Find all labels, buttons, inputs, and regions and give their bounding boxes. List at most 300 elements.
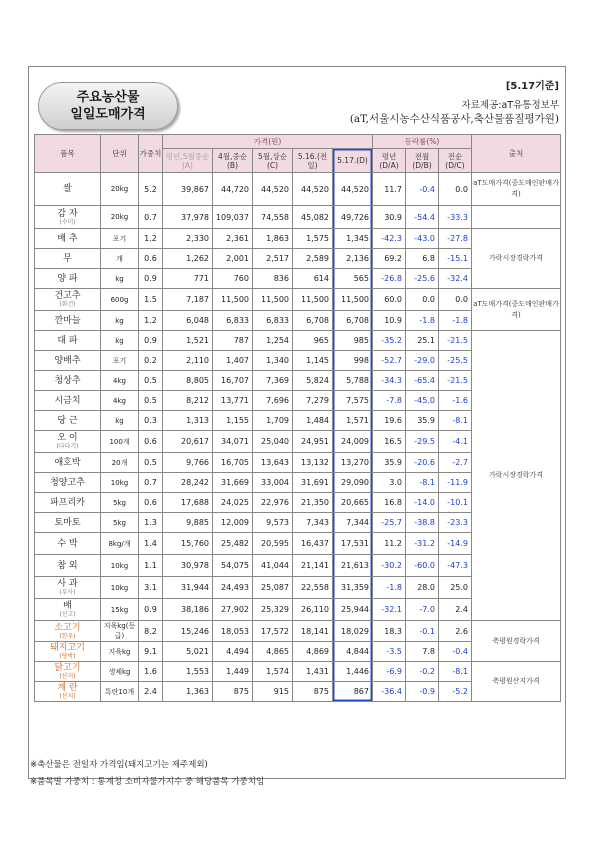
price-d-cell: 2,136	[333, 249, 373, 269]
price-c-cell: 7,696	[253, 391, 293, 411]
item-name-cell	[35, 533, 101, 555]
item-variety: (탕박)	[59, 653, 76, 660]
table-row	[35, 173, 561, 206]
price-prev-cell: 13,132	[293, 453, 333, 473]
price-d-cell: 13,270	[333, 453, 373, 473]
price-a-cell: 7,187	[163, 289, 213, 311]
change-da-cell: 60.0	[373, 289, 406, 311]
price-b-cell: 12,009	[213, 513, 253, 533]
unit-cell: kg	[101, 411, 139, 431]
price-a-cell: 2,330	[163, 229, 213, 249]
price-c-cell: 7,369	[253, 371, 293, 391]
weight-cell: 1.5	[139, 289, 163, 311]
price-prev-cell: 45,082	[293, 206, 333, 229]
source-line1: 자료제공:aT유통정보부	[461, 100, 559, 111]
change-db-cell: -29.0	[406, 351, 439, 371]
change-da-cell: -25.7	[373, 513, 406, 533]
price-prev-cell: 4,869	[293, 642, 333, 662]
price-a-cell: 8,805	[163, 371, 213, 391]
change-da-cell: 18.3	[373, 621, 406, 642]
change-dc-cell: -10.1	[439, 493, 472, 513]
change-db-cell: -54.4	[406, 206, 439, 229]
item-name: 애호박	[54, 457, 81, 468]
change-da-cell: 16.8	[373, 493, 406, 513]
table-row	[35, 662, 561, 682]
price-a-cell: 30,978	[163, 555, 213, 577]
price-d-cell: 29,090	[333, 473, 373, 493]
change-dc-cell: 2.6	[439, 621, 472, 642]
price-a-cell: 15,760	[163, 533, 213, 555]
item-name: 감 자	[57, 208, 78, 219]
weight-cell: 0.5	[139, 371, 163, 391]
change-db-cell: -29.5	[406, 431, 439, 453]
change-db-cell: 25.1	[406, 331, 439, 351]
price-d-cell: 998	[333, 351, 373, 371]
weight-cell: 0.6	[139, 249, 163, 269]
change-dc-cell: -25.5	[439, 351, 472, 371]
unit-cell: 20kg	[101, 206, 139, 229]
change-dc-cell: 0.0	[439, 173, 472, 206]
unit-cell: 10kg	[101, 473, 139, 493]
change-db-cell: 7.8	[406, 642, 439, 662]
change-dc-cell: -1.8	[439, 311, 472, 331]
item-name-cell	[35, 473, 101, 493]
change-dc-cell: -14.9	[439, 533, 472, 555]
weight-cell: 1.2	[139, 229, 163, 249]
change-db-cell: -0.4	[406, 173, 439, 206]
item-name: 닭고기	[54, 663, 81, 673]
price-d-cell: 867	[333, 682, 373, 702]
change-da-cell: 10.9	[373, 311, 406, 331]
change-da-cell: -36.4	[373, 682, 406, 702]
price-d-cell: 985	[333, 331, 373, 351]
change-dc-cell: -21.5	[439, 371, 472, 391]
price-b-cell: 1,407	[213, 351, 253, 371]
price-d-cell: 18,029	[333, 621, 373, 642]
header-d: 5.17.(D)	[333, 149, 373, 173]
item-name-cell	[35, 577, 101, 599]
item-name-cell	[35, 391, 101, 411]
item-name-cell	[35, 173, 101, 206]
change-dc-cell: -27.8	[439, 229, 472, 249]
price-c-cell: 22,976	[253, 493, 293, 513]
price-b-cell: 16,705	[213, 453, 253, 473]
price-d-cell: 5,788	[333, 371, 373, 391]
item-name-cell	[35, 289, 101, 311]
item-name: 청상추	[54, 375, 81, 386]
price-d-cell: 49,726	[333, 206, 373, 229]
change-db-cell: 35.9	[406, 411, 439, 431]
weight-cell: 0.7	[139, 473, 163, 493]
price-prev-cell: 26,110	[293, 599, 333, 621]
item-name: 사 과	[57, 579, 78, 589]
price-b-cell: 18,053	[213, 621, 253, 642]
price-prev-cell: 6,708	[293, 311, 333, 331]
source-cell: 축평원경락가격	[472, 621, 561, 662]
price-b-cell: 13,771	[213, 391, 253, 411]
item-name-cell	[35, 249, 101, 269]
item-name-cell	[35, 662, 101, 682]
item-name-cell	[35, 206, 101, 229]
price-c-cell: 2,517	[253, 249, 293, 269]
change-db-cell: -31.2	[406, 533, 439, 555]
change-da-cell: 16.5	[373, 431, 406, 453]
item-name-cell	[35, 431, 101, 453]
item-name: 수 박	[57, 538, 78, 549]
unit-cell: 10kg	[101, 555, 139, 577]
source-cell: 가락시장경락가격	[472, 229, 561, 289]
title-line1: 주요농산물	[76, 90, 140, 105]
unit-cell: 10kg	[101, 577, 139, 599]
item-variety: (산지)	[59, 693, 76, 700]
unit-cell: 지육kg	[101, 642, 139, 662]
unit-cell: 5kg	[101, 493, 139, 513]
price-prev-cell: 31,691	[293, 473, 333, 493]
item-name: 양 파	[57, 273, 78, 284]
item-name: 참 외	[57, 560, 78, 571]
price-a-cell: 20,617	[163, 431, 213, 453]
header-dc: 전순(D/C)	[439, 149, 472, 173]
price-c-cell: 1,254	[253, 331, 293, 351]
change-dc-cell: -23.3	[439, 513, 472, 533]
price-prev-cell: 1,145	[293, 351, 333, 371]
price-d-cell: 21,613	[333, 555, 373, 577]
change-dc-cell: -15.1	[439, 249, 472, 269]
change-da-cell: -6.9	[373, 662, 406, 682]
price-table	[34, 134, 561, 702]
change-db-cell: 6.8	[406, 249, 439, 269]
unit-cell: kg	[101, 311, 139, 331]
unit-cell: 지육kg(등급)	[101, 621, 139, 642]
price-a-cell: 39,867	[163, 173, 213, 206]
change-db-cell: -14.0	[406, 493, 439, 513]
item-name-cell	[35, 642, 101, 662]
price-c-cell: 11,500	[253, 289, 293, 311]
unit-cell: 600g	[101, 289, 139, 311]
change-da-cell: -34.3	[373, 371, 406, 391]
item-name-cell	[35, 311, 101, 331]
weight-cell: 0.9	[139, 331, 163, 351]
change-da-cell: 11.7	[373, 173, 406, 206]
change-dc-cell: -0.4	[439, 642, 472, 662]
note-weight: ※품목별 가중치 : 통계청 소비자물가지수 중 해당품목 가중치임	[30, 777, 265, 787]
unit-cell: 4kg	[101, 391, 139, 411]
price-prev-cell: 875	[293, 682, 333, 702]
price-prev-cell: 16,437	[293, 533, 333, 555]
item-name-cell	[35, 351, 101, 371]
price-c-cell: 4,865	[253, 642, 293, 662]
change-dc-cell: -2.7	[439, 453, 472, 473]
weight-cell: 0.9	[139, 269, 163, 289]
item-name: 양배추	[54, 355, 81, 366]
change-da-cell: -3.5	[373, 642, 406, 662]
change-da-cell: -26.8	[373, 269, 406, 289]
table-row	[35, 206, 561, 229]
change-da-cell: 3.0	[373, 473, 406, 493]
change-db-cell: 0.0	[406, 289, 439, 311]
item-variety: (수미)	[59, 218, 76, 226]
header-price-group: 가격(원)	[163, 135, 373, 149]
change-da-cell: -1.8	[373, 577, 406, 599]
change-da-cell: 69.2	[373, 249, 406, 269]
change-db-cell: -1.8	[406, 311, 439, 331]
price-b-cell: 34,071	[213, 431, 253, 453]
price-prev-cell: 7,343	[293, 513, 333, 533]
item-name: 당 근	[57, 415, 78, 426]
price-prev-cell: 1,431	[293, 662, 333, 682]
change-db-cell: -8.1	[406, 473, 439, 493]
header-a: 평년,5월중순(A)	[163, 149, 213, 173]
change-db-cell: 28.0	[406, 577, 439, 599]
price-d-cell: 1,571	[333, 411, 373, 431]
item-variety: (부사)	[59, 589, 76, 596]
table-row	[35, 229, 561, 249]
unit-cell: 5kg	[101, 513, 139, 533]
change-dc-cell: 0.0	[439, 289, 472, 311]
item-name-cell	[35, 453, 101, 473]
change-db-cell: -43.0	[406, 229, 439, 249]
change-db-cell: -0.1	[406, 621, 439, 642]
header-change-group: 등락률(%)	[373, 135, 472, 149]
item-name: 소고기	[54, 622, 81, 633]
item-name: 청양고추	[50, 477, 85, 488]
change-db-cell: -45.0	[406, 391, 439, 411]
header-b: 4월,중순(B)	[213, 149, 253, 173]
weight-cell: 5.2	[139, 173, 163, 206]
weight-cell: 8.2	[139, 621, 163, 642]
item-name: 배 추	[57, 233, 78, 244]
price-prev-cell: 1,484	[293, 411, 333, 431]
change-db-cell: -60.0	[406, 555, 439, 577]
weight-cell: 0.5	[139, 453, 163, 473]
price-c-cell: 13,643	[253, 453, 293, 473]
unit-cell: 포기	[101, 351, 139, 371]
item-name-cell	[35, 411, 101, 431]
price-b-cell: 25,482	[213, 533, 253, 555]
item-variety: (화건)	[59, 301, 76, 308]
unit-cell: 특란10개	[101, 682, 139, 702]
table-row	[35, 331, 561, 351]
price-a-cell: 9,766	[163, 453, 213, 473]
price-c-cell: 44,520	[253, 173, 293, 206]
unit-cell: 4kg	[101, 371, 139, 391]
header-db: 전월(D/B)	[406, 149, 439, 173]
price-b-cell: 2,001	[213, 249, 253, 269]
price-c-cell: 20,595	[253, 533, 293, 555]
price-d-cell: 17,531	[333, 533, 373, 555]
weight-cell: 9.1	[139, 642, 163, 662]
item-name-cell	[35, 371, 101, 391]
change-da-cell: 11.2	[373, 533, 406, 555]
price-prev-cell: 614	[293, 269, 333, 289]
price-c-cell: 17,572	[253, 621, 293, 642]
source-cell: aT도매가격(중도매인판매가격)	[472, 289, 561, 331]
change-dc-cell: 2.4	[439, 599, 472, 621]
change-da-cell: -32.1	[373, 599, 406, 621]
price-prev-cell: 21,141	[293, 555, 333, 577]
item-name-cell	[35, 269, 101, 289]
change-db-cell: -38.8	[406, 513, 439, 533]
price-a-cell: 1,313	[163, 411, 213, 431]
price-b-cell: 54,075	[213, 555, 253, 577]
header-weight: 가중치	[139, 135, 163, 173]
weight-cell: 0.6	[139, 493, 163, 513]
price-c-cell: 1,574	[253, 662, 293, 682]
price-d-cell: 7,344	[333, 513, 373, 533]
item-name: 돼지고기	[50, 643, 85, 653]
change-dc-cell: -21.5	[439, 331, 472, 351]
weight-cell: 0.6	[139, 431, 163, 453]
price-c-cell: 25,329	[253, 599, 293, 621]
price-a-cell: 1,521	[163, 331, 213, 351]
price-d-cell: 31,359	[333, 577, 373, 599]
item-variety: (신고)	[59, 611, 76, 618]
unit-cell: 개	[101, 249, 139, 269]
price-d-cell: 20,665	[333, 493, 373, 513]
price-c-cell: 9,573	[253, 513, 293, 533]
price-b-cell: 109,037	[213, 206, 253, 229]
price-d-cell: 7,575	[333, 391, 373, 411]
price-b-cell: 875	[213, 682, 253, 702]
price-a-cell: 31,944	[163, 577, 213, 599]
price-d-cell: 6,708	[333, 311, 373, 331]
price-a-cell: 1,553	[163, 662, 213, 682]
change-da-cell: 30.9	[373, 206, 406, 229]
title-badge	[38, 82, 178, 130]
item-name: 계 란	[57, 683, 78, 693]
header-da: 평년(D/A)	[373, 149, 406, 173]
item-variety: (다다기)	[56, 443, 79, 450]
unit-cell: 15kg	[101, 599, 139, 621]
item-name: 배	[63, 601, 72, 611]
change-da-cell: 19.6	[373, 411, 406, 431]
item-name: 대 파	[57, 335, 78, 346]
header-c: 5월,상순(C)	[253, 149, 293, 173]
price-a-cell: 28,242	[163, 473, 213, 493]
item-name: 시금치	[54, 395, 81, 406]
price-b-cell: 24,025	[213, 493, 253, 513]
price-b-cell: 760	[213, 269, 253, 289]
header-unit: 단위	[101, 135, 139, 173]
unit-cell: 20kg	[101, 173, 139, 206]
price-prev-cell: 18,141	[293, 621, 333, 642]
price-c-cell: 836	[253, 269, 293, 289]
weight-cell: 1.1	[139, 555, 163, 577]
unit-cell: kg	[101, 331, 139, 351]
weight-cell: 1.4	[139, 533, 163, 555]
price-c-cell: 915	[253, 682, 293, 702]
item-name: 파프리카	[50, 497, 85, 508]
change-da-cell: -42.3	[373, 229, 406, 249]
item-name-cell	[35, 682, 101, 702]
price-a-cell: 1,262	[163, 249, 213, 269]
date-label: [5.17기준]	[505, 81, 559, 92]
price-a-cell: 6,048	[163, 311, 213, 331]
price-d-cell: 24,009	[333, 431, 373, 453]
item-name: 쌀	[63, 184, 72, 194]
weight-cell: 3.1	[139, 577, 163, 599]
change-da-cell: 35.9	[373, 453, 406, 473]
table-row	[35, 289, 561, 311]
weight-cell: 2.4	[139, 682, 163, 702]
source-cell: 가락시장경락가격	[472, 331, 561, 621]
weight-cell: 1.3	[139, 513, 163, 533]
price-a-cell: 5,021	[163, 642, 213, 662]
item-name: 깐마늘	[54, 315, 81, 326]
change-db-cell: -7.0	[406, 599, 439, 621]
price-a-cell: 17,688	[163, 493, 213, 513]
price-b-cell: 6,833	[213, 311, 253, 331]
price-a-cell: 2,110	[163, 351, 213, 371]
price-a-cell: 9,885	[163, 513, 213, 533]
price-prev-cell: 24,951	[293, 431, 333, 453]
item-name-cell	[35, 493, 101, 513]
price-prev-cell: 965	[293, 331, 333, 351]
item-name: 토마토	[54, 517, 81, 528]
change-db-cell: -0.9	[406, 682, 439, 702]
weight-cell: 1.2	[139, 311, 163, 331]
price-b-cell: 24,493	[213, 577, 253, 599]
price-b-cell: 4,494	[213, 642, 253, 662]
price-b-cell: 787	[213, 331, 253, 351]
price-c-cell: 33,004	[253, 473, 293, 493]
price-prev-cell: 11,500	[293, 289, 333, 311]
change-dc-cell: -4.1	[439, 431, 472, 453]
price-prev-cell: 5,824	[293, 371, 333, 391]
item-variety: (산지)	[59, 673, 76, 680]
item-name-cell	[35, 229, 101, 249]
item-name: 오 이	[57, 433, 78, 443]
unit-cell: 포기	[101, 229, 139, 249]
price-d-cell: 11,500	[333, 289, 373, 311]
item-name-cell	[35, 599, 101, 621]
price-c-cell: 25,040	[253, 431, 293, 453]
source-cell: 축평원산지가격	[472, 662, 561, 702]
table-row	[35, 621, 561, 642]
change-dc-cell: -1.6	[439, 391, 472, 411]
change-da-cell: -7.8	[373, 391, 406, 411]
price-c-cell: 41,044	[253, 555, 293, 577]
price-prev-cell: 22,558	[293, 577, 333, 599]
unit-cell: 20개	[101, 453, 139, 473]
change-db-cell: -0.2	[406, 662, 439, 682]
change-dc-cell: -47.3	[439, 555, 472, 577]
price-c-cell: 1,340	[253, 351, 293, 371]
price-d-cell: 565	[333, 269, 373, 289]
change-da-cell: -30.2	[373, 555, 406, 577]
item-name-cell	[35, 621, 101, 642]
weight-cell: 0.7	[139, 206, 163, 229]
change-db-cell: -65.4	[406, 371, 439, 391]
price-c-cell: 25,087	[253, 577, 293, 599]
change-dc-cell: -8.1	[439, 411, 472, 431]
change-da-cell: -52.7	[373, 351, 406, 371]
price-a-cell: 771	[163, 269, 213, 289]
price-b-cell: 16,707	[213, 371, 253, 391]
price-d-cell: 44,520	[333, 173, 373, 206]
price-prev-cell: 1,575	[293, 229, 333, 249]
source-cell: aT도매가격(중도매인판매가격)	[472, 173, 561, 206]
price-c-cell: 6,833	[253, 311, 293, 331]
price-prev-cell: 21,350	[293, 493, 333, 513]
price-b-cell: 1,155	[213, 411, 253, 431]
change-dc-cell: -5.2	[439, 682, 472, 702]
price-d-cell: 1,446	[333, 662, 373, 682]
price-c-cell: 1,863	[253, 229, 293, 249]
item-name: 무	[63, 253, 72, 264]
item-name-cell	[35, 513, 101, 533]
change-dc-cell: -8.1	[439, 662, 472, 682]
